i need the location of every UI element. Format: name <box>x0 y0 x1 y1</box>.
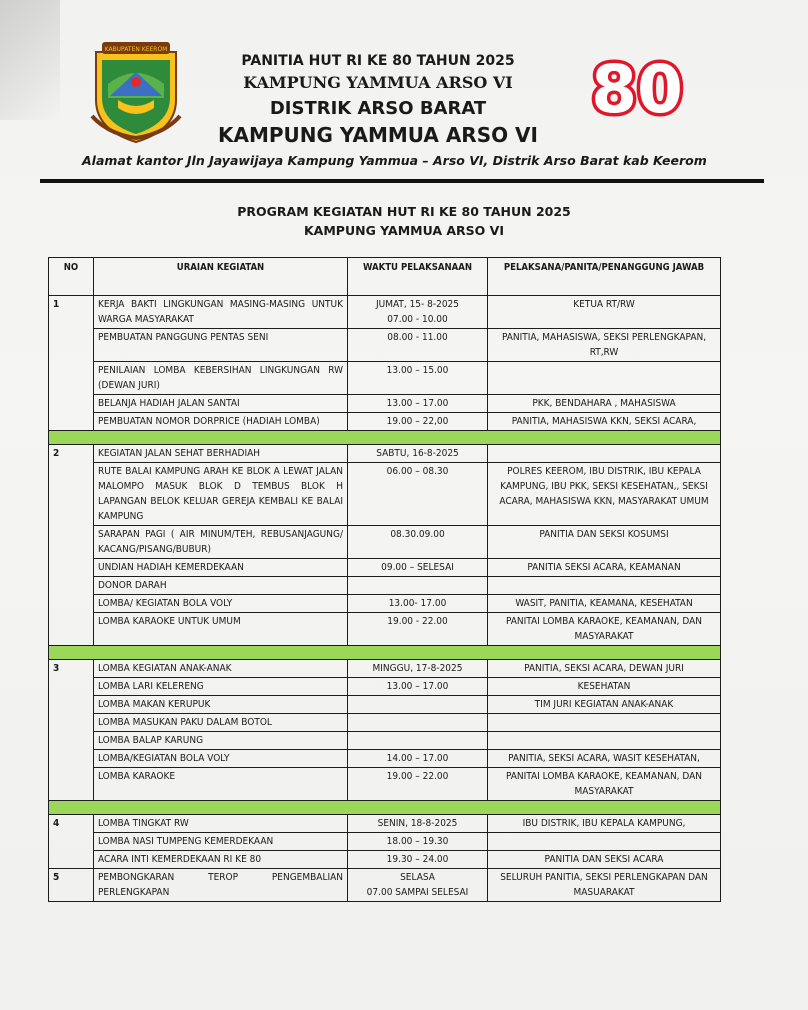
table-row <box>49 732 721 750</box>
header-divider <box>40 179 764 183</box>
table-row <box>49 696 721 714</box>
time-cell: 13.00- 17.00 <box>348 595 488 613</box>
header-village: KAMPUNG YAMMUA ARSO VI <box>243 73 513 92</box>
program-subtitle: KAMPUNG YAMMUA ARSO VI <box>304 223 504 238</box>
table-row <box>49 595 721 613</box>
activity-cell: LOMBA LARI KELERENG <box>94 678 348 696</box>
activity-cell: ACARA INTI KEMERDEKAAN RI KE 80 <box>94 851 348 869</box>
time-cell: JUMAT, 15- 8-2025 07.00 - 10.00 <box>348 296 488 329</box>
table-row <box>49 362 721 395</box>
group-number: 5 <box>49 869 94 902</box>
time-cell: 18.00 – 19.30 <box>348 833 488 851</box>
activity-cell: LOMBA/ KEGIATAN BOLA VOLY <box>94 595 348 613</box>
organizer-cell <box>488 577 721 595</box>
table-row <box>49 851 721 869</box>
group-separator-bar <box>49 801 721 815</box>
organizer-cell: PANITAI LOMBA KARAOKE, KEAMANAN, DAN MASYARAKAT <box>488 613 721 646</box>
table-row <box>49 869 721 902</box>
table-row <box>49 463 721 526</box>
table-row <box>49 613 721 646</box>
table-row <box>49 714 721 732</box>
office-address: Alamat kantor Jln Jayawijaya Kampung Yammua – Arso VI, Distrik Arso Barat kab Keerom <box>82 153 707 168</box>
col-header-no: NO <box>49 258 94 296</box>
activity-cell: LOMBA/KEGIATAN BOLA VOLY <box>94 750 348 768</box>
hut-80-emblem <box>578 52 696 122</box>
activity-cell: LOMBA MASUKAN PAKU DALAM BOTOL <box>94 714 348 732</box>
time-cell: SELASA 07.00 SAMPAI SELESAI <box>348 869 488 902</box>
organizer-cell: PKK, BENDAHARA , MAHASISWA <box>488 395 721 413</box>
group-number: 1 <box>49 296 94 431</box>
time-cell <box>348 714 488 732</box>
time-cell: 19.30 – 24.00 <box>348 851 488 869</box>
time-cell: 13.00 – 17.00 <box>348 678 488 696</box>
activity-cell: RUTE BALAI KAMPUNG ARAH KE BLOK A LEWAT JALAN MALOMPO MASUK BLOK D TEMBUS BLOK H LAPANGAN BELOK KELUAR GEREJA KEMBALI KE BALAI KAMPUNG <box>94 463 348 526</box>
time-cell: 19.00 – 22.00 <box>348 768 488 801</box>
activity-cell: LOMBA KARAOKE <box>94 768 348 801</box>
program-title: PROGRAM KEGIATAN HUT RI KE 80 TAHUN 2025 <box>237 204 571 219</box>
activity-cell: BELANJA HADIAH JALAN SANTAI <box>94 395 348 413</box>
organizer-cell: PANITIA, SEKSI ACARA, WASIT KESEHATAN, <box>488 750 721 768</box>
activity-cell: LOMBA NASI TUMPENG KEMERDEKAAN <box>94 833 348 851</box>
paper-fold-shadow <box>0 0 60 120</box>
table-row <box>49 329 721 362</box>
keerom-regency-logo <box>88 38 184 146</box>
organizer-cell: PANITIA DAN SEKSI ACARA <box>488 851 721 869</box>
time-cell: 08.00 - 11.00 <box>348 329 488 362</box>
time-cell: SENIN, 18-8-2025 <box>348 815 488 833</box>
col-header-waktu: WAKTU PELAKSANAAN <box>348 258 488 296</box>
activity-cell: LOMBA BALAP KARUNG <box>94 732 348 750</box>
organizer-cell: PANITIA SEKSI ACARA, KEAMANAN <box>488 559 721 577</box>
group-separator-bar <box>49 431 721 445</box>
organizer-cell <box>488 362 721 395</box>
activity-cell: PEMBUATAN PANGGUNG PENTAS SENI <box>94 329 348 362</box>
organizer-cell: PANITIA, MAHASISWA KKN, SEKSI ACARA, <box>488 413 721 431</box>
organizer-cell: TIM JURI KEGIATAN ANAK-ANAK <box>488 696 721 714</box>
organizer-cell <box>488 445 721 463</box>
table-row <box>49 413 721 431</box>
table-row <box>49 833 721 851</box>
organizer-cell: PANITIA, MAHASISWA, SEKSI PERLENGKAPAN, RT,RW <box>488 329 721 362</box>
organizer-cell: KETUA RT/RW <box>488 296 721 329</box>
group-number: 3 <box>49 660 94 801</box>
activity-cell: KERJA BAKTI LINGKUNGAN MASING-MASING UNTUK WARGA MASYARAKAT <box>94 296 348 329</box>
schedule-body <box>49 296 721 902</box>
time-cell: 13.00 – 15.00 <box>348 362 488 395</box>
time-cell <box>348 577 488 595</box>
group-separator <box>49 646 721 660</box>
organizer-cell <box>488 714 721 732</box>
header-district: DISTRIK ARSO BARAT <box>269 98 487 119</box>
table-header-row <box>49 258 721 296</box>
table-row <box>49 559 721 577</box>
organizer-cell: SELURUH PANITIA, SEKSI PERLENGKAPAN DAN MASUARAKAT <box>488 869 721 902</box>
organizer-cell: PANITIA DAN SEKSI KOSUMSI <box>488 526 721 559</box>
activity-cell: LOMBA TINGKAT RW <box>94 815 348 833</box>
organizer-cell <box>488 833 721 851</box>
activity-cell: LOMBA MAKAN KERUPUK <box>94 696 348 714</box>
table-row <box>49 296 721 329</box>
organizer-cell: IBU DISTRIK, IBU KEPALA KAMPUNG, <box>488 815 721 833</box>
activity-cell: PEMBUATAN NOMOR DORPRICE (HADIAH LOMBA) <box>94 413 348 431</box>
activity-cell: UNDIAN HADIAH KEMERDEKAAN <box>94 559 348 577</box>
emblem-number: 80 <box>591 52 683 122</box>
activity-cell: PENILAIAN LOMBA KEBERSIHAN LINGKUNGAN RW (DEWAN JURI) <box>94 362 348 395</box>
time-cell: MINGGU, 17-8-2025 <box>348 660 488 678</box>
time-cell <box>348 732 488 750</box>
group-separator-bar <box>49 646 721 660</box>
header-committee: PANITIA HUT RI KE 80 TAHUN 2025 <box>241 53 515 69</box>
time-cell: 14.00 – 17.00 <box>348 750 488 768</box>
time-cell <box>348 696 488 714</box>
table-row <box>49 768 721 801</box>
group-separator <box>49 431 721 445</box>
organizer-cell <box>488 732 721 750</box>
group-number: 2 <box>49 445 94 646</box>
organizer-cell: PANITAI LOMBA KARAOKE, KEAMANAN, DAN MASYARAKAT <box>488 768 721 801</box>
table-row <box>49 577 721 595</box>
table-row <box>49 750 721 768</box>
group-separator <box>49 801 721 815</box>
header-village-large: KAMPUNG YAMMUA ARSO VI <box>218 123 538 147</box>
organizer-cell: POLRES KEEROM, IBU DISTRIK, IBU KEPALA KAMPUNG, IBU PKK, SEKSI KESEHATAN,, SEKSI ACARA, MAHASISWA KKN, MASYARAKAT UMUM <box>488 463 721 526</box>
time-cell: SABTU, 16-8-2025 <box>348 445 488 463</box>
activity-cell: DONOR DARAH <box>94 577 348 595</box>
table-row <box>49 815 721 833</box>
group-number: 4 <box>49 815 94 869</box>
table-row <box>49 660 721 678</box>
organizer-cell: PANITIA, SEKSI ACARA, DEWAN JURI <box>488 660 721 678</box>
activity-cell: KEGIATAN JALAN SEHAT BERHADIAH <box>94 445 348 463</box>
col-header-uraian: URAIAN KEGIATAN <box>94 258 348 296</box>
activity-cell: PEMBONGKARAN TEROP PENGEMBALIAN PERLENGKAPAN <box>94 869 348 902</box>
col-header-pelaksana: PELAKSANA/PANITA/PENANGGUNG JAWAB <box>488 258 721 296</box>
logo-caption: KABUPATEN KEEROM <box>104 46 168 53</box>
table-row <box>49 678 721 696</box>
time-cell: 19.00 - 22.00 <box>348 613 488 646</box>
schedule-table <box>48 257 721 902</box>
time-cell: 06.00 – 08.30 <box>348 463 488 526</box>
organizer-cell: KESEHATAN <box>488 678 721 696</box>
time-cell: 19.00 – 22,00 <box>348 413 488 431</box>
time-cell: 08.30.09.00 <box>348 526 488 559</box>
table-row <box>49 395 721 413</box>
activity-cell: LOMBA KEGIATAN ANAK-ANAK <box>94 660 348 678</box>
table-row <box>49 526 721 559</box>
time-cell: 09.00 – SELESAI <box>348 559 488 577</box>
table-row <box>49 445 721 463</box>
activity-cell: SARAPAN PAGI ( AIR MINUM/TEH, REBUSANJAGUNG/ KACANG/PISANG/BUBUR) <box>94 526 348 559</box>
time-cell: 13.00 – 17.00 <box>348 395 488 413</box>
activity-cell: LOMBA KARAOKE UNTUK UMUM <box>94 613 348 646</box>
organizer-cell: WASIT, PANITIA, KEAMANA, KESEHATAN <box>488 595 721 613</box>
